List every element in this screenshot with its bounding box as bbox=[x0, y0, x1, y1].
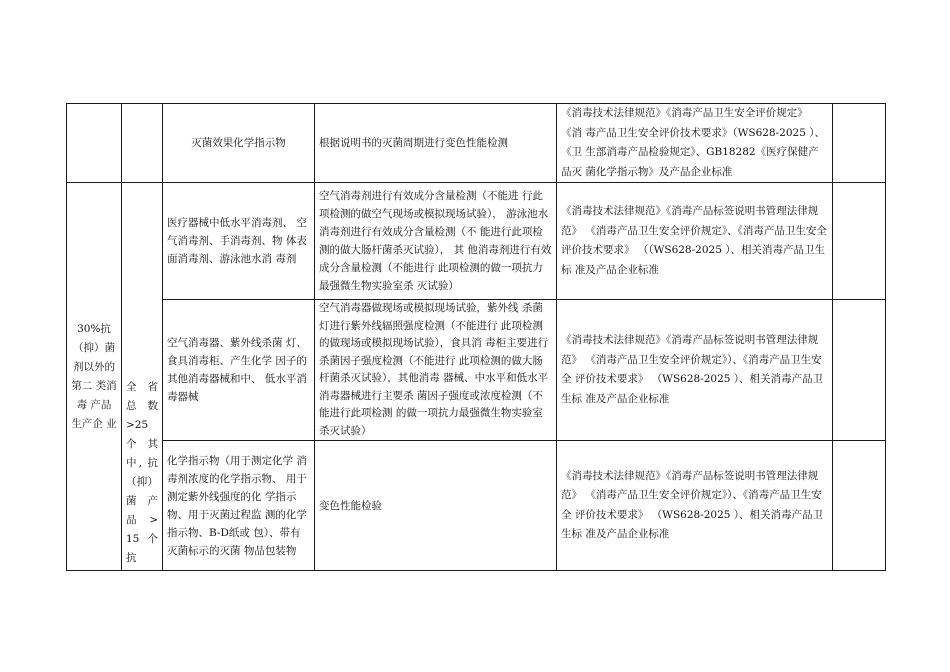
org-scope-cell: 全省 总数 >25 个 其 中, 抗（抑）菌产 品 > 15 个 抗 bbox=[122, 183, 163, 571]
standard-line: 《消毒技术法律规范》《消毒产品卫生安全评价规定》 bbox=[561, 107, 808, 119]
inspection-object-cell: 灭菌效果化学指示物 bbox=[163, 104, 315, 183]
table-row bbox=[67, 441, 886, 571]
standard-cell bbox=[557, 104, 833, 183]
standard-line: 《消 毒产品卫生安全评价技术要求》（WS628-2025 ）、 bbox=[561, 126, 825, 139]
inspection-object-cell: 化学指示物（用于测定化学 消毒剂浓度的化学指示物、 用于测定紫外线强度的化 学指示物、用于灭菌过程监 测的化学指示物、B-D纸或 包）、带有灭菌标示的灭菌 物品包装物 bbox=[163, 441, 315, 571]
remarks-cell bbox=[833, 441, 886, 571]
standard-cell: 《消毒技术法律规范》《消毒产品标签说明书管理法律规范》 《消毒产品卫生安全评价规定》）、《消毒产品卫生安全 评价技术要求》 （WS628-2025 ）、相关消毒产品卫生标 准及产品企业标准 bbox=[557, 441, 833, 571]
standard-line: 《卫 生部消毒产品检验规定》、GB18282《医疗保健产品灭 菌化学指示物》及产品企业标准 bbox=[561, 146, 819, 178]
inspection-item-cell: 空气消毒器做现场或模拟现场试验，紫外线 杀菌灯进行紫外线辐照强度检测（不能进行 此项检测的做现场或模拟现场试验），食具消 毒柜主要进行杀菌因子强度检测（不能进行 此项检测的做大肠杆菌杀灭试验），其他消毒 器械、中水平和低水平消毒器械进行主要杀 菌因子强度或浓度检测（不能进行此项检测 的做一项抗力最强微生物实验室杀灭试验） bbox=[315, 300, 557, 441]
inspection-item-cell: 空气消毒剂进行有效成分含量检测（不能进 行此项检测的做空气现场或模拟现场试验）， 游泳池水消毒剂进行有效成分含量检测（不 能进行此项检测的做大肠杆菌杀灭试验）， 其 他消毒剂进行有效成分含量检测（不能进行 此项检测的做一项抗力最强微生物实验室杀 灭试验） bbox=[315, 183, 557, 300]
standard-cell: 《消毒技术法律规范》《消毒产品标签说明书管理法律规范》 《消毒产品卫生安全评价规定》、《消毒产品卫生安全 评价技术要求》 （（WS628-2025 ）、相关消毒产品卫生标 准及产品企业标准 bbox=[557, 183, 833, 300]
remarks-cell bbox=[833, 104, 886, 183]
table-row bbox=[67, 300, 886, 441]
remarks-cell bbox=[833, 183, 886, 300]
remarks-cell bbox=[833, 300, 886, 441]
org-category-cell: 30%抗（抑）菌剂以外的第二 类消毒 产品 生产企 业 bbox=[67, 183, 122, 571]
org-scope-cell-blank bbox=[122, 104, 163, 183]
table-row bbox=[67, 104, 886, 183]
inspection-object-cell: 空气消毒器、紫外线杀菌 灯、食具消毒柜、产生化学 因子的其他消毒器械和中、 低水平消毒器械 bbox=[163, 300, 315, 441]
inspection-item-cell: 根据说明书的灭菌周期进行变色性能检测 bbox=[315, 104, 557, 183]
inspection-object-cell: 医疗器械中低水平消毒剂、 空气消毒剂、手消毒剂、物 体表面消毒剂、游泳池水消 毒剂 bbox=[163, 183, 315, 300]
inspection-item-cell: 变色性能检验 bbox=[315, 441, 557, 571]
org-category-cell-blank bbox=[67, 104, 122, 183]
inspection-standards-table bbox=[66, 103, 886, 571]
table-row bbox=[67, 183, 886, 300]
standard-cell: 《消毒技术法律规范》《消毒产品标签说明书管理法律规范》 《消毒产品卫生安全评价规定》）、《消毒产品卫生安全 评价技术要求》 （WS628-2025 ）、相关消毒产品卫生标 准及产品企业标准 bbox=[557, 300, 833, 441]
